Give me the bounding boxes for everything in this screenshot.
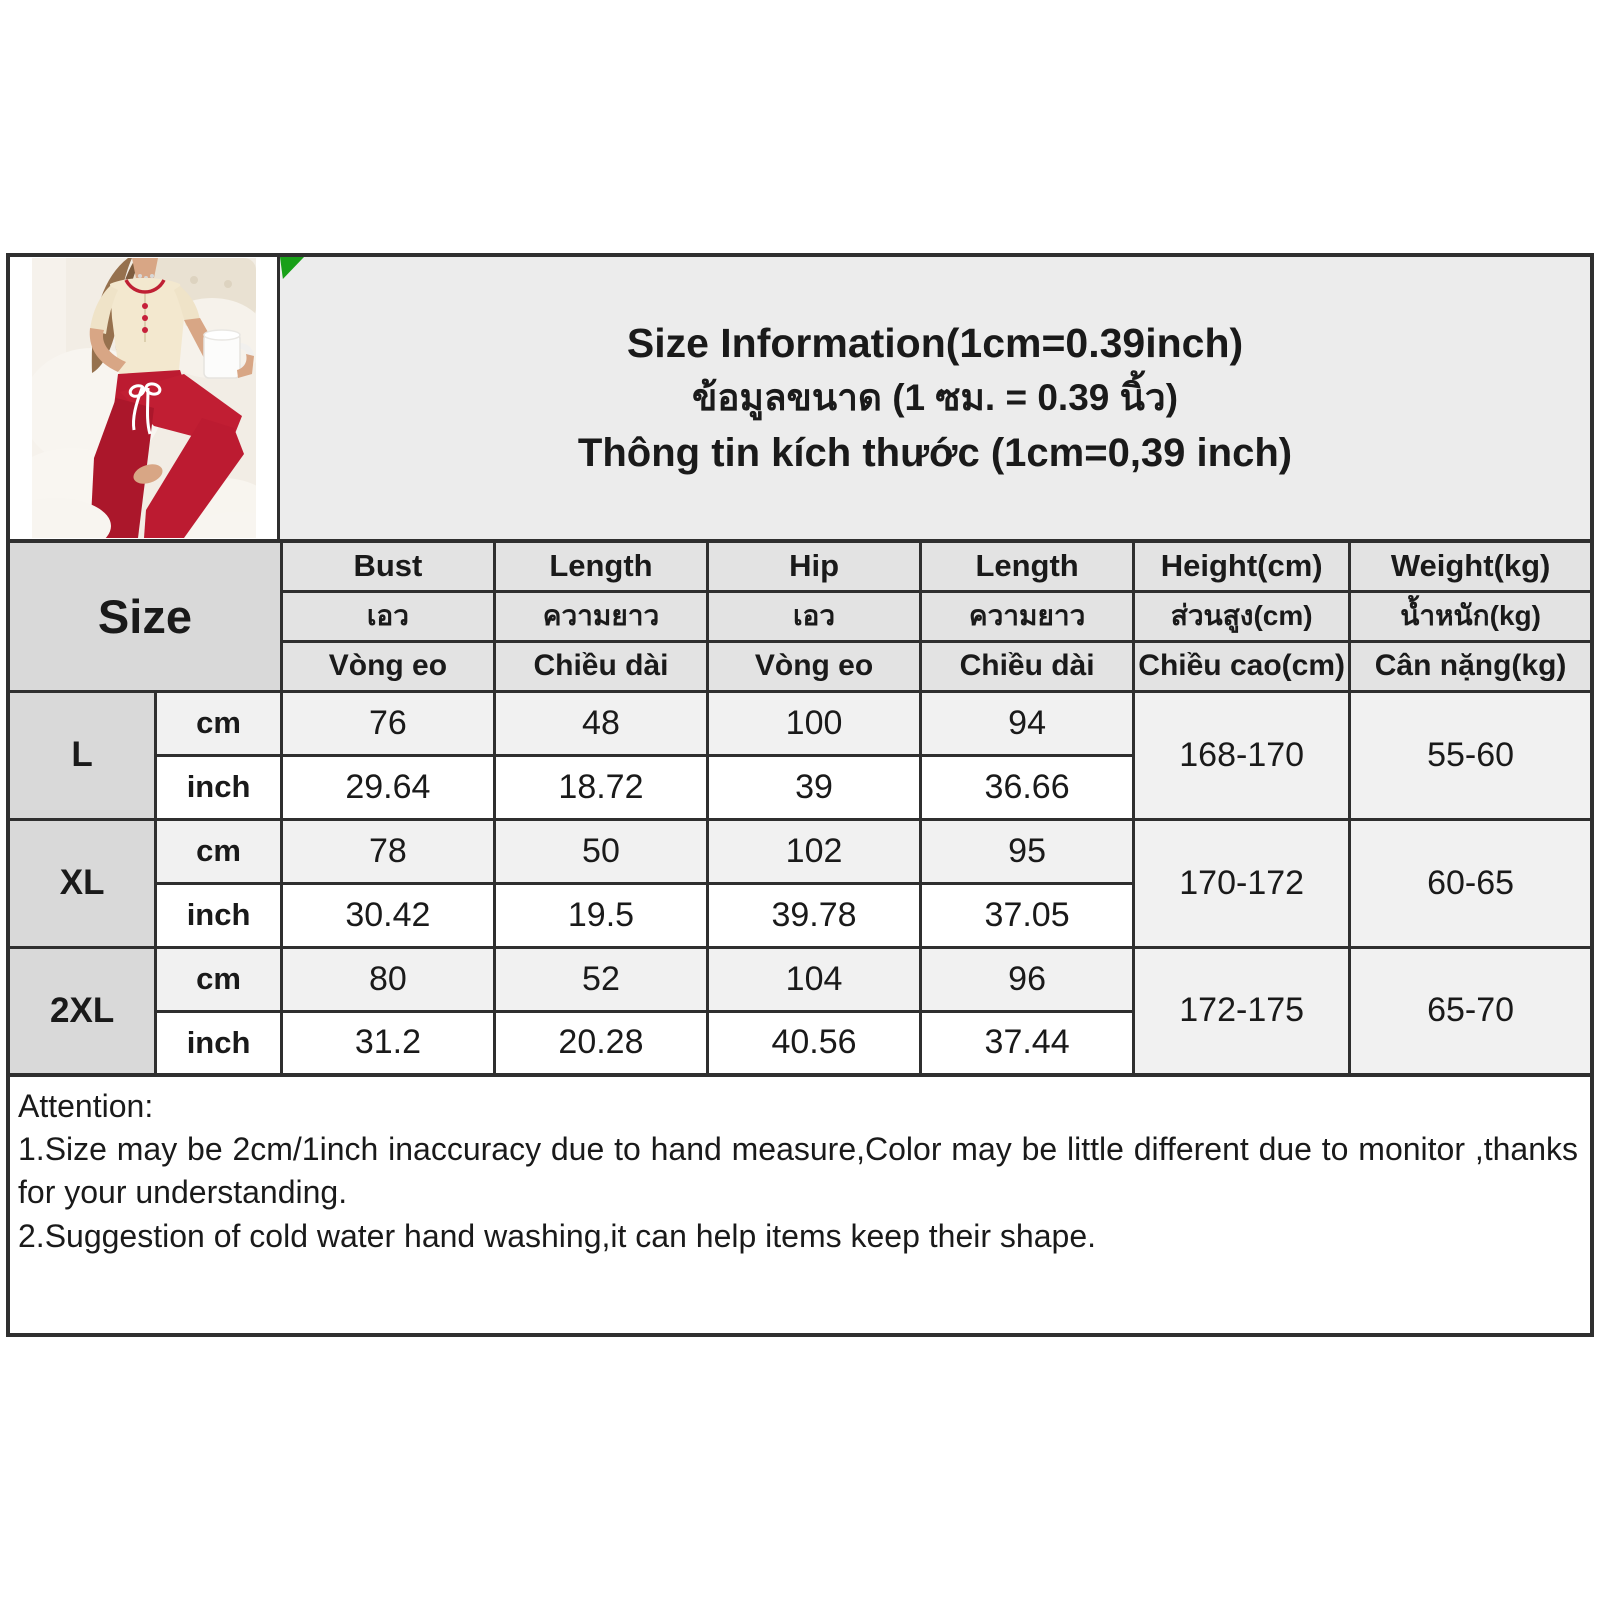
cell-L-inch-length2: 36.66 xyxy=(921,755,1134,819)
attention-item-2: 2.Suggestion of cold water hand washing,it can help items keep their shape. xyxy=(18,1217,1096,1254)
cell-2XL-cm-length1: 52 xyxy=(494,947,707,1011)
size-chart xyxy=(6,253,1594,1337)
unit-label-inch: inch xyxy=(156,755,282,819)
unit-label-cm: cm xyxy=(156,947,282,1011)
size-row-label-XL: XL xyxy=(8,819,156,947)
top-section xyxy=(6,253,1594,539)
cell-L-cm-length2: 94 xyxy=(921,691,1134,755)
cell-2XL-cm-length2: 96 xyxy=(921,947,1134,1011)
cell-L-cm-hip: 100 xyxy=(708,691,921,755)
col-header-weight-th: น้ำหนัก(kg) xyxy=(1350,591,1592,641)
cell-XL-cm-hip: 102 xyxy=(708,819,921,883)
cell-XL-weight: 60-65 xyxy=(1350,819,1592,947)
cell-2XL-height: 172-175 xyxy=(1134,947,1350,1075)
col-header-weight-vi: Cân nặng(kg) xyxy=(1350,641,1592,691)
cell-L-cm-bust: 76 xyxy=(281,691,494,755)
cell-XL-cm-bust: 78 xyxy=(281,819,494,883)
title-cell xyxy=(280,257,1590,539)
col-header-height-vi: Chiều cao(cm) xyxy=(1134,641,1350,691)
attention-heading: Attention: xyxy=(18,1088,154,1124)
unit-label-inch: inch xyxy=(156,883,282,947)
col-header-hip-vi: Vòng eo xyxy=(708,641,921,691)
col-header-bust-en: Bust xyxy=(281,541,494,591)
cell-2XL-inch-bust: 31.2 xyxy=(281,1011,494,1075)
col-header-length2-vi: Chiều dài xyxy=(921,641,1134,691)
cell-L-inch-bust: 29.64 xyxy=(281,755,494,819)
cell-XL-inch-hip: 39.78 xyxy=(708,883,921,947)
size-row-label-2XL: 2XL xyxy=(8,947,156,1075)
attention-section xyxy=(6,1077,1594,1337)
col-header-hip-th: เอว xyxy=(708,591,921,641)
title-thai: ข้อมูลขนาด (1 ซม. = 0.39 นิ้ว) xyxy=(691,377,1179,419)
cell-XL-height: 170-172 xyxy=(1134,819,1350,947)
col-header-height-th: ส่วนสูง(cm) xyxy=(1134,591,1350,641)
cell-2XL-cm-hip: 104 xyxy=(708,947,921,1011)
col-header-bust-vi: Vòng eo xyxy=(281,641,494,691)
col-header-length1-en: Length xyxy=(494,541,707,591)
cell-L-height: 168-170 xyxy=(1134,691,1350,819)
product-photo xyxy=(32,258,256,538)
unit-label-cm: cm xyxy=(156,819,282,883)
cell-L-weight: 55-60 xyxy=(1350,691,1592,819)
cell-2XL-inch-length1: 20.28 xyxy=(494,1011,707,1075)
title-vietnamese: Thông tin kích thước (1cm=0,39 inch) xyxy=(577,430,1293,475)
product-photo-cell xyxy=(10,257,280,539)
unit-label-inch: inch xyxy=(156,1011,282,1075)
col-header-weight-en: Weight(kg) xyxy=(1350,541,1592,591)
col-header-length1-vi: Chiều dài xyxy=(494,641,707,691)
cell-XL-cm-length2: 95 xyxy=(921,819,1134,883)
cell-XL-cm-length1: 50 xyxy=(494,819,707,883)
col-header-length2-en: Length xyxy=(921,541,1134,591)
size-table xyxy=(6,539,1594,1077)
cell-XL-inch-length1: 19.5 xyxy=(494,883,707,947)
col-header-bust-th: เอว xyxy=(281,591,494,641)
cell-L-inch-length1: 18.72 xyxy=(494,755,707,819)
cell-XL-inch-bust: 30.42 xyxy=(281,883,494,947)
unit-label-cm: cm xyxy=(156,691,282,755)
cell-XL-inch-length2: 37.05 xyxy=(921,883,1134,947)
attention-item-1: 1.Size may be 2cm/1inch inaccuracy due to hand measure,Color may be little different due to monitor ,thanks for your understanding. xyxy=(18,1131,1578,1211)
cell-L-cm-length1: 48 xyxy=(494,691,707,755)
col-header-length2-th: ความยาว xyxy=(921,591,1134,641)
cell-2XL-weight: 65-70 xyxy=(1350,947,1592,1075)
col-header-height-en: Height(cm) xyxy=(1134,541,1350,591)
cell-2XL-inch-length2: 37.44 xyxy=(921,1011,1134,1075)
col-header-length1-th: ความยาว xyxy=(494,591,707,641)
cell-2XL-inch-hip: 40.56 xyxy=(708,1011,921,1075)
title-english: Size Information(1cm=0.39inch) xyxy=(626,320,1244,367)
green-corner-flag-icon xyxy=(280,257,304,279)
size-row-label-L: L xyxy=(8,691,156,819)
cell-2XL-cm-bust: 80 xyxy=(281,947,494,1011)
col-header-hip-en: Hip xyxy=(708,541,921,591)
size-header: Size xyxy=(8,541,281,691)
cell-L-inch-hip: 39 xyxy=(708,755,921,819)
